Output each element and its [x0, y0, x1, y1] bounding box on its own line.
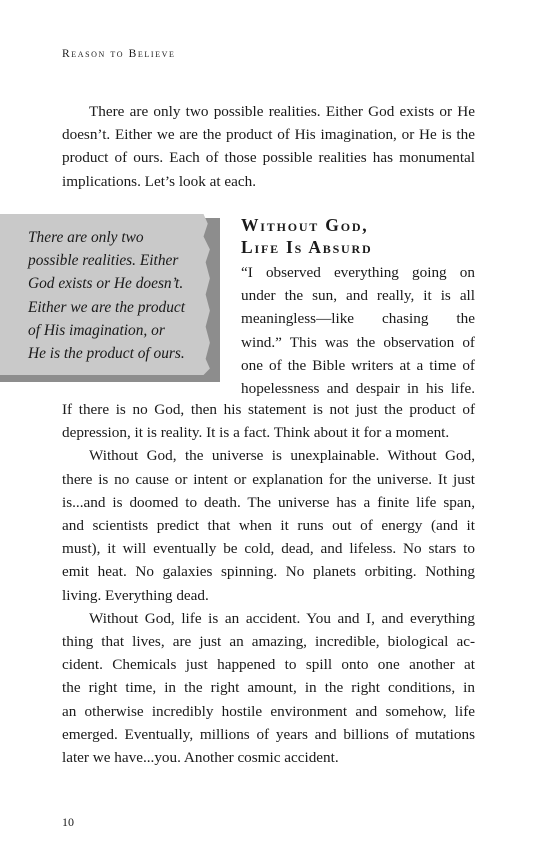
- section-heading-line: Without God,: [241, 215, 369, 235]
- text-line: If there is no God, then his statement is not just the product of: [62, 401, 475, 418]
- pull-quote-line: He is the product of ours.: [28, 345, 185, 363]
- pull-quote-line: There are only two: [28, 229, 144, 246]
- intro-section: [62, 100, 475, 193]
- pull-quote: [28, 226, 206, 365]
- text-line: there is no cause or intent or explanation for the universe. It just: [62, 470, 475, 488]
- pull-quote-line: Either we are the product: [28, 298, 186, 316]
- continuation-paragraph: [62, 398, 475, 444]
- text-line: cident. Chemicals just happened to spill onto one another at: [62, 656, 475, 674]
- text-line: emit heat. No galaxies spinning. No planets orbiting. Nothing: [62, 563, 475, 581]
- paragraph-universe: [62, 444, 475, 606]
- text-line: hopelessness and despair in his life.: [241, 380, 475, 398]
- text-line: and scientists predict that when it runs out of energy (and it: [62, 517, 475, 535]
- text-line: Without God, the universe is unexplainable. Without God,: [89, 447, 475, 465]
- text-line: Without God, life is an accident. You and I, and everything: [89, 609, 475, 627]
- text-line: emerged. Eventually, millions of years and billions of mutations: [62, 725, 475, 743]
- section-heading: [241, 214, 475, 258]
- text-line: under the sun, and really, it is all: [241, 287, 475, 305]
- section-heading-line: Life Is Absurd: [241, 237, 373, 257]
- body-section: [62, 398, 475, 769]
- text-line: wind.” This was the observation of: [241, 333, 475, 351]
- text-line: the right time, in the right amount, in the right conditions, in: [62, 679, 475, 697]
- side-paragraph: [241, 261, 475, 400]
- text-line: thing that lives, are just an amazing, incredible, biological ac-: [62, 633, 475, 651]
- text-line: “I observed everything going on: [241, 264, 475, 281]
- text-line: is...and is doomed to death. The universe has a finite life span,: [62, 493, 475, 511]
- pull-quote-line: God exists or He doesn’t.: [28, 275, 184, 293]
- text-line: living. Everything dead.: [62, 586, 209, 604]
- text-line: depression, it is reality. It is a fact. Think about it for a moment.: [62, 424, 450, 442]
- text-line: meaningless—like chasing the: [241, 310, 475, 328]
- paragraph-accident: [62, 607, 475, 769]
- pull-quote-line: of His imagination, or: [28, 321, 165, 339]
- text-line: an otherwise incredibly hostile environment and somehow, life: [62, 702, 475, 720]
- pull-quote-line: possible realities. Either: [28, 252, 179, 270]
- text-line: must), it will eventually be cold, dead, and lifeless. No stars to: [62, 540, 475, 558]
- text-line: later we have...you. Another cosmic accident.: [62, 749, 339, 767]
- text-line: one of the Bible writers at a time of: [241, 356, 475, 374]
- page-number: 10: [62, 815, 74, 829]
- intro-paragraph: There are only two possible realities. Either God exists or He doesn’t. Either we are the product of His imagination, or He is the product of ours. Each of those possible realities has monumental implications. Let’s look at each.: [62, 103, 475, 190]
- running-head: Reason to Believe: [62, 48, 176, 60]
